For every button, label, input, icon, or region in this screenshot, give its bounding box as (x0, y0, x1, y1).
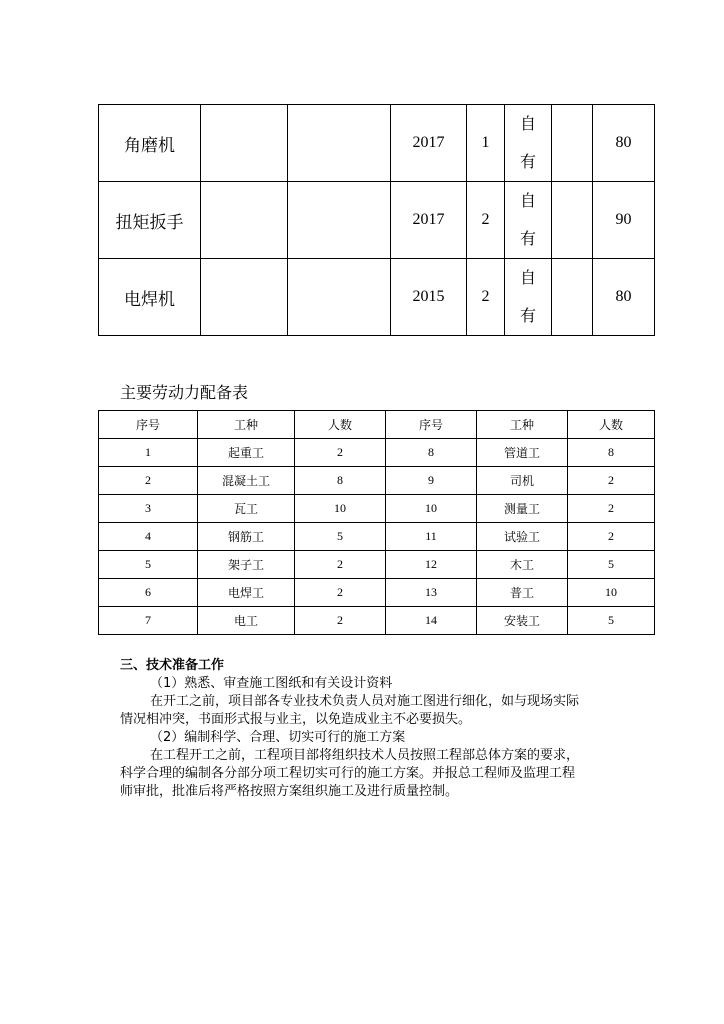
item-2-paragraph-line: 科学合理的编制各分部分项工程切实可行的施工方案。并报总工程师及监理工程 (120, 766, 576, 781)
table-cell: 3 (99, 495, 198, 523)
table-row (99, 495, 655, 523)
table-row (99, 259, 655, 336)
equipment-ownership (505, 105, 552, 182)
table-cell (201, 105, 288, 182)
equipment-ownership (505, 259, 552, 336)
table-row (99, 579, 655, 607)
technical-preparation-section (120, 657, 640, 801)
table-cell: 测量工 (477, 495, 568, 523)
table-cell: 1 (99, 439, 198, 467)
table-cell: 司机 (477, 467, 568, 495)
table-cell: 2 (295, 607, 386, 635)
ownership-char-2: 有 (519, 152, 536, 171)
section-heading: 三、技术准备工作 (120, 658, 225, 673)
table-cell: 2 (295, 579, 386, 607)
column-header: 序号 (386, 411, 477, 439)
table-cell: 木工 (477, 551, 568, 579)
table-cell: 5 (99, 551, 198, 579)
table-cell: 8 (568, 439, 655, 467)
table-row (99, 551, 655, 579)
table-cell: 2 (295, 551, 386, 579)
column-header: 序号 (99, 411, 198, 439)
table-cell (552, 105, 593, 182)
table-cell: 普工 (477, 579, 568, 607)
table-cell: 架子工 (198, 551, 295, 579)
table-cell (288, 105, 391, 182)
table-cell: 11 (386, 523, 477, 551)
table-cell: 13 (386, 579, 477, 607)
table-cell (552, 259, 593, 336)
table-cell: 10 (295, 495, 386, 523)
table-cell (201, 182, 288, 259)
column-header: 人数 (568, 411, 655, 439)
column-header: 工种 (477, 411, 568, 439)
table-cell: 安装工 (477, 607, 568, 635)
equipment-name: 扭矩扳手 (99, 182, 201, 259)
ownership-char-1: 自 (519, 191, 536, 210)
table-cell: 7 (99, 607, 198, 635)
equipment-rate: 80 (593, 259, 655, 336)
equipment-qty: 2 (467, 182, 505, 259)
table-cell (201, 259, 288, 336)
table-cell: 10 (568, 579, 655, 607)
table-cell: 混凝土工 (198, 467, 295, 495)
equipment-ownership (505, 182, 552, 259)
item-2-title: （2）编制科学、合理、切实可行的施工方案 (150, 730, 406, 745)
table-cell (288, 259, 391, 336)
item-2-paragraph-line: 在工程开工之前，工程项目部将组织技术人员按照工程部总体方案的要求， (150, 748, 580, 763)
table-cell: 2 (99, 467, 198, 495)
ownership-char-2: 有 (519, 229, 536, 248)
labour-table (98, 410, 655, 635)
table-cell (552, 182, 593, 259)
table-cell: 8 (295, 467, 386, 495)
table-row (99, 182, 655, 259)
table-row (99, 439, 655, 467)
table-cell: 12 (386, 551, 477, 579)
table-cell: 8 (386, 439, 477, 467)
table-row (99, 105, 655, 182)
equipment-year: 2015 (391, 259, 467, 336)
table-row (99, 467, 655, 495)
table-row (99, 523, 655, 551)
table-cell: 10 (386, 495, 477, 523)
table-cell: 2 (568, 495, 655, 523)
table-cell: 2 (295, 439, 386, 467)
equipment-year: 2017 (391, 105, 467, 182)
equipment-qty: 1 (467, 105, 505, 182)
column-header: 人数 (295, 411, 386, 439)
table-cell: 5 (568, 551, 655, 579)
table-cell: 4 (99, 523, 198, 551)
table-cell: 9 (386, 467, 477, 495)
table-cell: 5 (295, 523, 386, 551)
equipment-name: 角磨机 (99, 105, 201, 182)
ownership-char-1: 自 (519, 114, 536, 133)
table-cell: 起重工 (198, 439, 295, 467)
table-row (99, 607, 655, 635)
equipment-year: 2017 (391, 182, 467, 259)
item-2-paragraph-line: 师审批，批准后将严格按照方案组织施工及进行质量控制。 (120, 784, 459, 799)
table-cell: 2 (568, 523, 655, 551)
table-header-row (99, 411, 655, 439)
table-cell: 管道工 (477, 439, 568, 467)
equipment-rate: 90 (593, 182, 655, 259)
item-1-paragraph-line: 情况相冲突，书面形式报与业主，以免造成业主不必要损失。 (120, 712, 472, 727)
table-cell: 2 (568, 467, 655, 495)
table-cell: 钢筋工 (198, 523, 295, 551)
table-cell: 试验工 (477, 523, 568, 551)
table-cell: 电焊工 (198, 579, 295, 607)
table-cell: 14 (386, 607, 477, 635)
equipment-rate: 80 (593, 105, 655, 182)
table-cell: 5 (568, 607, 655, 635)
item-1-paragraph-line: 在开工之前，项目部各专业技术负责人员对施工图进行细化，如与现场实际 (150, 694, 580, 709)
table-cell (288, 182, 391, 259)
table-cell: 电工 (198, 607, 295, 635)
equipment-name: 电焊机 (99, 259, 201, 336)
ownership-char-2: 有 (519, 306, 536, 325)
table-cell: 瓦工 (198, 495, 295, 523)
labour-table-title: 主要劳动力配备表 (120, 383, 249, 402)
ownership-char-1: 自 (519, 268, 536, 287)
column-header: 工种 (198, 411, 295, 439)
table-cell: 6 (99, 579, 198, 607)
equipment-table (98, 104, 655, 336)
item-1-title: （1）熟悉、审查施工图纸和有关设计资料 (150, 676, 393, 691)
equipment-qty: 2 (467, 259, 505, 336)
